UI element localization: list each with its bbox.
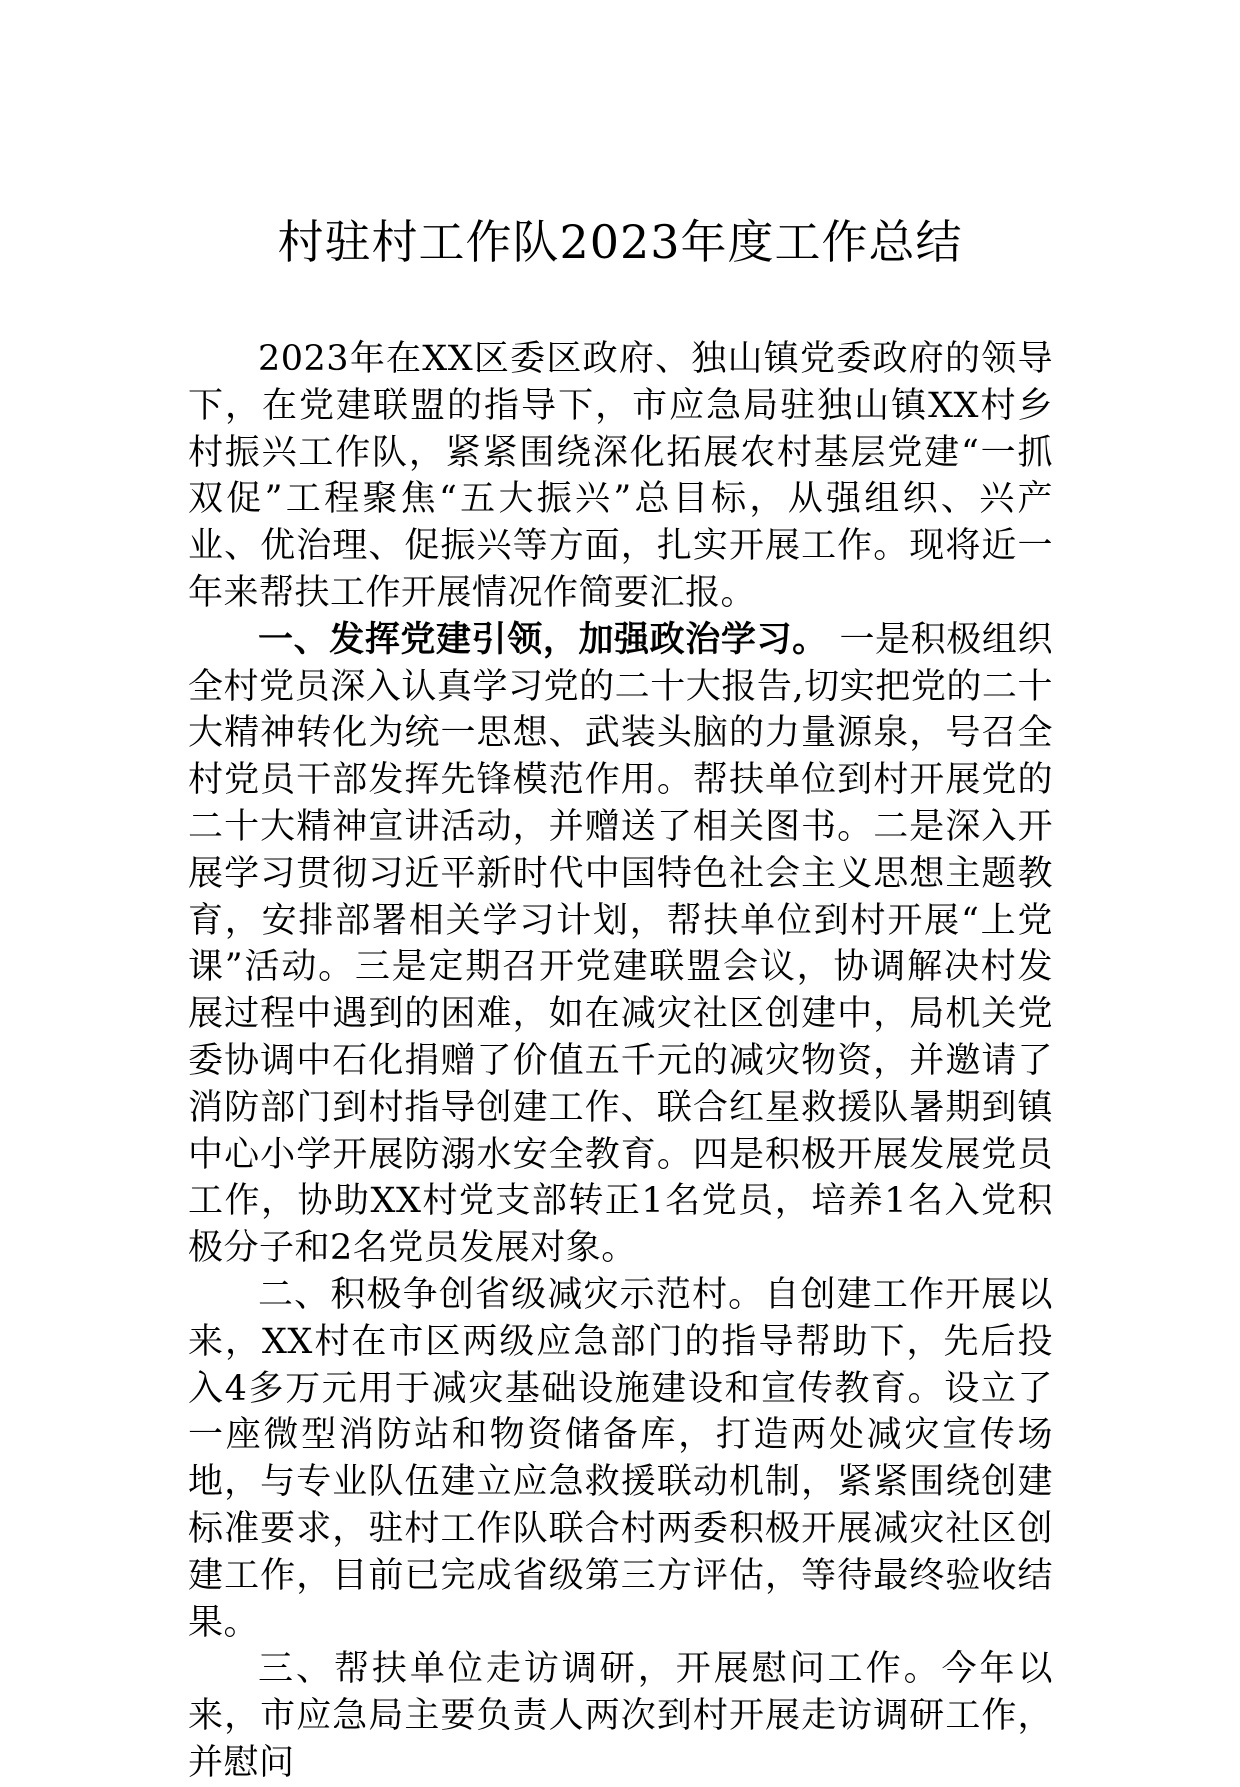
paragraph-intro [188,336,1053,617]
paragraph-intro-text: 2023年在XX区委区政府、独山镇党委政府的领导下，在党建联盟的指导下，市应急局驻独山镇XX村乡村振兴工作队，紧紧围绕深化拓展农村基层党建“一抓双促”工程聚焦“五大振兴”总目标，从强组织、兴产业、优治理、促振兴等方面，扎实开展工作。现将近一年来帮扶工作开展情况作简要汇报。 [188,339,1053,613]
section-2-text: 二、积极争创省级减灾示范村。自创建工作开展以来，XX村在市区两级应急部门的指导帮助下，先后投入4多万元用于减灾基础设施建设和宣传教育。设立了一座微型消防站和物资储备库，打造两处减灾宣传场地，与专业队伍建立应急救援联动机制，紧紧围绕创建标准要求，驻村工作队联合村两委积极开展减灾社区创建工作，目前已完成省级第三方评估，等待最终验收结果。 [188,1274,1053,1643]
document-title: 村驻村工作队2023年度工作总结 [277,215,963,269]
paragraph-section-2 [188,1272,1053,1646]
paragraph-section-3 [188,1646,1053,1786]
document-body [188,336,1053,1787]
section-1-heading: 一、发挥党建引领，加强政治学习。 [258,618,828,660]
section-3-text: 三、帮扶单位走访调研，开展慰问工作。今年以来，市应急局主要负责人两次到村开展走访调研工作，并慰问 [188,1649,1053,1783]
section-1-text: 一是积极组织全村党员深入认真学习党的二十大报告,切实把党的二十大精神转化为统一思想、武装头脑的力量源泉，号召全村党员干部发挥先锋模范作用。帮扶单位到村开展党的二十大精神宣讲活动，并赠送了相关图书。二是深入开展学习贯彻习近平新时代中国特色社会主义思想主题教育，安排部署相关学习计划，帮扶单位到村开展“上党课”活动。三是定期召开党建联盟会议，协调解决村发展过程中遇到的困难，如在减灾社区创建中，局机关党委协调中石化捐赠了价值五千元的减灾物资，并邀请了消防部门到村指导创建工作、联合红星救援队暑期到镇中心小学开展防溺水安全教育。四是积极开展发展党员工作，协助XX村党支部转正1名党员，培养1名入党积极分子和2名党员发展对象。 [188,619,1053,1269]
paragraph-section-1 [188,617,1053,1272]
